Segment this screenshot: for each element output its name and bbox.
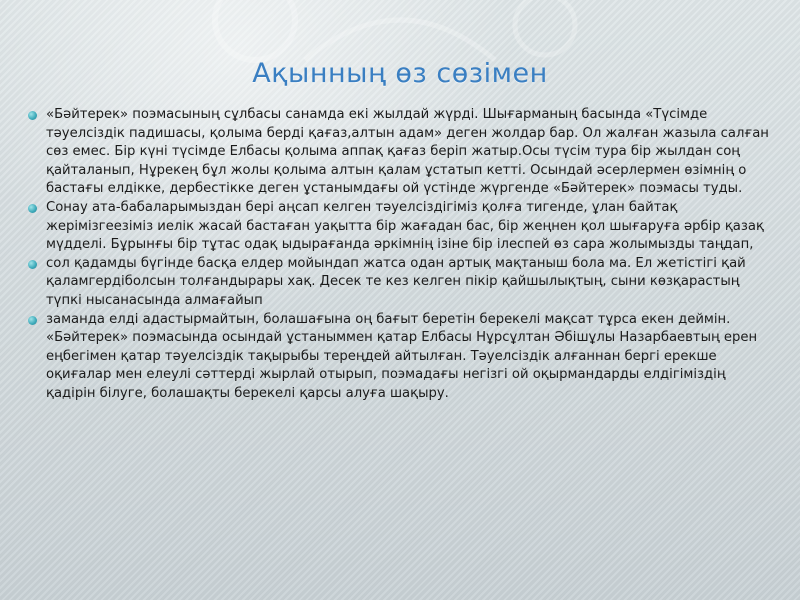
bullet-icon	[28, 204, 37, 213]
paragraph-2	[28, 199, 776, 255]
bullet-icon	[28, 316, 37, 325]
slide-title: Ақынның өз сөзімен	[252, 58, 548, 89]
paragraph-3	[28, 255, 776, 311]
paragraph-text: Сонау ата-бабаларымыздан бері аңсап келген тәуелсіздігіміз қолға тигенде, ұлан байтақ жерімізгеезіміз иелік жасай бастаған уақытта бір жағадан бас, бір жеңнен қол шығаруға әрбір қазақ мүдделі. Бұрынғы бір тұтас одақ ыдырағанда әркімнің ізіне бір ілеспей өз сара жолымызды таңдап,	[46, 199, 764, 253]
paragraph-1	[28, 106, 776, 199]
bullet-icon	[28, 111, 37, 120]
paragraph-4	[28, 311, 776, 404]
slide-body	[28, 106, 776, 404]
paragraph-text: «Бәйтерек» поэмасының сұлбасы санамда екі жылдай жүрді. Шығарманың басында «Түсімде тәуелсіздік падишасы, қолыма берді қағаз,алтын адам» деген жолдар бар. Ол жалған жазыла салған сөз емес. Бір күні түсімде Елбасы қолыма аппақ қағаз беріп жатыр.Осы түсім тура бір жылдан соң қайталанып, Нұрекең бұл жолы қолыма алтын қалам ұстатып кетті. Осындай әсерлермен өзімнің о бастағы елдікке, дербестікке деген ұстанымдағы ой үстінде жүргенде «Бәйтерек» поэмасы туды.	[46, 107, 769, 197]
bullet-icon	[28, 260, 37, 269]
paragraph-text: заманда елді адастырмайтын, болашағына оң бағыт беретін берекелі мақсат тұрса екен деймін. «Бәйтерек» поэмасында осындай ұстаныммен қатар Елбасы Нұрсұлтан Әбішұлы Назарбаевтың ерен еңбегімен қатар тәуелсіздік тақырыбы тереңдей айтылған. Тәуелсіздік алғаннан бергі ерекше оқиғалар мен елеулі сәттерді жырлай отырып, поэмадағы негізгі ой оқырмандарды елдігіміздің қадірін білуге, болашақты берекелі қарсы алуға шақыру.	[46, 311, 758, 401]
paragraph-text: сол қадамды бүгінде басқа елдер мойындап жатса одан артық мақтаныш бола ма. Ел жетістігі қай қаламгердіболсын толғандырары хақ. Десек те кез келген пікір қайшылықтың, сыни көзқарастың түпкі нысанасында алмағайып	[46, 255, 746, 308]
